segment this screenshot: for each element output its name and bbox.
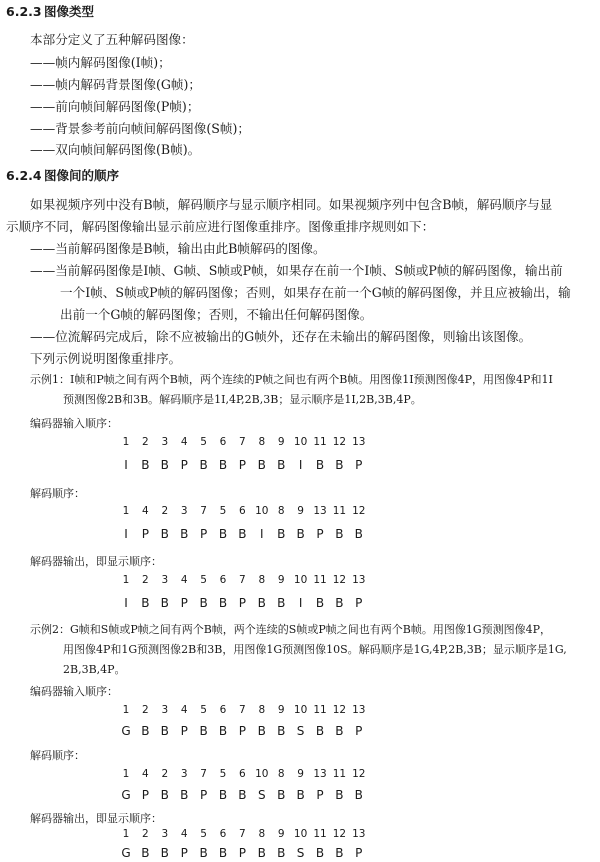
frame-type: B bbox=[277, 788, 286, 802]
frame-type: B bbox=[335, 527, 344, 541]
frame-type: P bbox=[180, 458, 188, 472]
frame-type: B bbox=[199, 458, 208, 472]
frame-type: B bbox=[218, 527, 228, 541]
frame-type: B bbox=[315, 846, 325, 860]
frame-number: 3 bbox=[161, 828, 169, 840]
frame-number: 3 bbox=[180, 505, 188, 517]
frame-number: 5 bbox=[200, 574, 207, 586]
frame-number: 9 bbox=[277, 828, 285, 840]
frame-type: P bbox=[180, 724, 188, 738]
frame-number: 11 bbox=[313, 828, 327, 840]
frame-type: B bbox=[218, 724, 228, 738]
frame-number: 12 bbox=[352, 768, 366, 780]
frame-type: B bbox=[277, 458, 286, 472]
rule-item-continued: 出前一个G帧的解码图像；否则，不输出任何解码图像。 bbox=[60, 307, 373, 322]
frame-number: 3 bbox=[161, 436, 169, 448]
frame-type: B bbox=[315, 596, 325, 610]
frame-type: B bbox=[141, 458, 150, 472]
frame-number: 12 bbox=[332, 828, 347, 840]
frame-number: 7 bbox=[239, 436, 246, 448]
frame-number: 3 bbox=[180, 768, 188, 780]
frame-type: B bbox=[218, 458, 228, 472]
frame-number: 10 bbox=[255, 505, 269, 517]
frame-number: 9 bbox=[277, 436, 285, 448]
frame-type: B bbox=[180, 527, 189, 541]
frame-type: B bbox=[141, 596, 150, 610]
list-item: ——帧内解码背景图像(G帧)； bbox=[30, 77, 202, 92]
frame-type: B bbox=[199, 724, 208, 738]
frame-type: B bbox=[354, 788, 363, 802]
frame-number: 4 bbox=[142, 768, 149, 780]
rule-item: ——当前解码图像是B帧，输出由此B帧解码的图像。 bbox=[30, 241, 326, 256]
section-title: 图像间的顺序 bbox=[44, 168, 120, 183]
frame-number: 4 bbox=[180, 436, 188, 448]
frame-type: B bbox=[160, 724, 169, 738]
frame-type: B bbox=[218, 596, 228, 610]
frame-number: 9 bbox=[297, 505, 304, 517]
frame-type: B bbox=[335, 596, 344, 610]
intro-text: 本部分定义了五种解码图像： bbox=[30, 32, 194, 47]
list-item: ——背景参考前向帧间解码图像(S帧)； bbox=[30, 121, 250, 136]
frame-number: 13 bbox=[352, 828, 366, 840]
frame-number: 4 bbox=[180, 828, 188, 840]
frame-type: P bbox=[355, 724, 363, 738]
frame-number: 1 bbox=[122, 574, 130, 586]
list-item: ——双向帧间解码图像(B帧)。 bbox=[30, 142, 201, 157]
frame-number: 7 bbox=[239, 574, 246, 586]
frame-type: S bbox=[257, 788, 266, 802]
frame-type: B bbox=[315, 458, 325, 472]
frame-number: 7 bbox=[239, 704, 246, 716]
frame-number: 10 bbox=[293, 436, 308, 448]
frame-type: P bbox=[355, 846, 363, 860]
frame-type: B bbox=[257, 596, 266, 610]
frame-type: B bbox=[199, 846, 208, 860]
section-6-2-4-heading bbox=[6, 166, 119, 184]
frame-number: 1 bbox=[122, 436, 130, 448]
frame-number: 2 bbox=[142, 436, 149, 448]
frame-type: P bbox=[355, 458, 363, 472]
frame-number: 12 bbox=[332, 704, 347, 716]
frame-type: B bbox=[180, 788, 189, 802]
frame-type: P bbox=[316, 788, 324, 802]
frame-number: 5 bbox=[219, 505, 227, 517]
frame-type: I bbox=[124, 527, 128, 541]
frame-number: 1 bbox=[122, 704, 130, 716]
frame-type: P bbox=[199, 788, 208, 802]
frame-type: I bbox=[260, 527, 264, 541]
frame-number: 8 bbox=[277, 768, 285, 780]
frame-type: P bbox=[238, 724, 247, 738]
list-item: ——前向帧间解码图像(P帧)； bbox=[30, 99, 200, 114]
frame-number: 10 bbox=[293, 704, 308, 716]
decoder-output-label: 解码器输出，即显示顺序： bbox=[30, 555, 162, 568]
frame-number: 10 bbox=[255, 768, 269, 780]
frame-number: 7 bbox=[239, 828, 246, 840]
frame-number: 11 bbox=[332, 505, 347, 517]
frame-type: B bbox=[238, 527, 247, 541]
example-1-text: 预测图像2B和3B。解码顺序是1I,4P,2B,3B；显示顺序是1I,2B,3B,4P。 bbox=[63, 393, 422, 406]
frame-type: P bbox=[141, 527, 150, 541]
frame-number: 8 bbox=[258, 704, 266, 716]
example-2-text: 用图像4P和1G预测图像2B和3B，用图像1G预测图像10S。解码顺序是1G,4P,2B,3B；显示顺序是1G, bbox=[63, 643, 567, 656]
frame-number: 7 bbox=[200, 505, 207, 517]
frame-number: 11 bbox=[313, 436, 327, 448]
decoder-output-label: 解码器输出，即显示顺序： bbox=[30, 812, 162, 825]
frame-type: P bbox=[238, 846, 247, 860]
frame-type: S bbox=[296, 724, 305, 738]
frame-number: 9 bbox=[277, 704, 285, 716]
section-number: 6.2.4 bbox=[6, 168, 42, 183]
frame-type: S bbox=[296, 846, 305, 860]
rule-item-continued: 一个I帧、S帧或P帧的解码图像；否则，如果存在前一个G帧的解码图像，并且应被输出，输 bbox=[60, 285, 571, 300]
frame-type: B bbox=[160, 846, 169, 860]
frame-number: 12 bbox=[332, 574, 347, 586]
frame-number: 3 bbox=[161, 574, 169, 586]
section-number: 6.2.3 bbox=[6, 4, 42, 19]
frame-number: 8 bbox=[258, 828, 266, 840]
frame-type: B bbox=[257, 458, 266, 472]
frame-type: B bbox=[160, 527, 169, 541]
frame-type: B bbox=[218, 846, 228, 860]
frame-number: 4 bbox=[180, 574, 188, 586]
frame-type: I bbox=[298, 458, 303, 472]
frame-number: 5 bbox=[200, 436, 207, 448]
frame-type: B bbox=[160, 596, 169, 610]
frame-number: 3 bbox=[161, 704, 169, 716]
paragraph-line: 示顺序不同，解码图像输出显示前应进行图像重排序。图像重排序规则如下： bbox=[6, 219, 435, 234]
decode-order-label: 解码顺序： bbox=[30, 749, 85, 762]
frame-type: B bbox=[257, 846, 266, 860]
frame-number: 6 bbox=[219, 574, 227, 586]
frame-number: 12 bbox=[332, 436, 347, 448]
frame-number: 2 bbox=[161, 505, 169, 517]
list-item: ——帧内解码图像(I帧)； bbox=[30, 55, 171, 70]
frame-number: 9 bbox=[277, 574, 285, 586]
section-title: 图像类型 bbox=[44, 4, 95, 19]
frame-type: G bbox=[121, 724, 131, 738]
frame-type: I bbox=[298, 596, 303, 610]
frame-type: B bbox=[141, 724, 150, 738]
frame-type: I bbox=[124, 458, 128, 472]
frame-number: 6 bbox=[219, 828, 227, 840]
frame-type: B bbox=[335, 724, 344, 738]
frame-type: B bbox=[238, 788, 247, 802]
example-intro: 下列示例说明图像重排序。 bbox=[30, 351, 182, 366]
frame-number: 2 bbox=[161, 768, 169, 780]
frame-type: B bbox=[141, 846, 150, 860]
frame-type: B bbox=[296, 527, 305, 541]
frame-type: B bbox=[160, 788, 169, 802]
frame-type: P bbox=[141, 788, 150, 802]
frame-number: 8 bbox=[258, 436, 266, 448]
frame-number: 5 bbox=[200, 704, 207, 716]
frame-type: B bbox=[257, 724, 266, 738]
frame-type: B bbox=[160, 458, 169, 472]
frame-number: 7 bbox=[200, 768, 207, 780]
frame-number: 10 bbox=[293, 574, 308, 586]
frame-type: B bbox=[354, 527, 363, 541]
encoder-input-label: 编码器输入顺序： bbox=[30, 685, 118, 698]
decode-order-label: 解码顺序： bbox=[30, 487, 85, 500]
frame-number: 13 bbox=[352, 704, 366, 716]
frame-number: 13 bbox=[352, 436, 366, 448]
frame-number: 6 bbox=[239, 505, 246, 517]
frame-number: 1 bbox=[122, 505, 130, 517]
frame-type: B bbox=[335, 846, 344, 860]
frame-number: 2 bbox=[142, 574, 149, 586]
frame-number: 6 bbox=[219, 436, 227, 448]
frame-type: B bbox=[199, 596, 208, 610]
frame-type: P bbox=[238, 458, 247, 472]
example-2-text: 2B,3B,4P。 bbox=[63, 663, 126, 676]
frame-number: 10 bbox=[293, 828, 308, 840]
frame-number: 2 bbox=[142, 828, 149, 840]
frame-type: P bbox=[238, 596, 247, 610]
paragraph-line: 如果视频序列中没有B帧，解码顺序与显示顺序相同。如果视频序列中包含B帧，解码顺序与显 bbox=[30, 197, 553, 212]
frame-type: B bbox=[277, 846, 286, 860]
encoder-input-label: 编码器输入顺序： bbox=[30, 417, 118, 430]
frame-type: I bbox=[124, 596, 128, 610]
section-6-2-3-heading bbox=[6, 2, 94, 20]
frame-type: B bbox=[335, 458, 344, 472]
frame-type: B bbox=[296, 788, 305, 802]
frame-number: 11 bbox=[313, 704, 327, 716]
frame-number: 5 bbox=[200, 828, 207, 840]
frame-number: 12 bbox=[352, 505, 366, 517]
frame-number: 5 bbox=[219, 768, 227, 780]
frame-type: P bbox=[180, 846, 188, 860]
frame-number: 4 bbox=[142, 505, 149, 517]
frame-type: B bbox=[335, 788, 344, 802]
frame-number: 13 bbox=[313, 505, 327, 517]
frame-number: 11 bbox=[332, 768, 347, 780]
frame-number: 9 bbox=[297, 768, 304, 780]
frame-number: 8 bbox=[258, 574, 266, 586]
frame-type: G bbox=[121, 846, 131, 860]
frame-number: 6 bbox=[219, 704, 227, 716]
frame-number: 1 bbox=[122, 768, 130, 780]
frame-number: 13 bbox=[352, 574, 366, 586]
frame-number: 6 bbox=[239, 768, 246, 780]
frame-type: G bbox=[121, 788, 131, 802]
example-2-text: 示例2：G帧和S帧或P帧之间有两个B帧，两个连续的S帧或P帧之间也有两个B帧。用图像1G预测图像4P， bbox=[30, 623, 552, 636]
frame-type: P bbox=[355, 596, 363, 610]
frame-number: 1 bbox=[122, 828, 130, 840]
frame-number: 2 bbox=[142, 704, 149, 716]
frame-number: 8 bbox=[277, 505, 285, 517]
frame-type: B bbox=[315, 724, 325, 738]
frame-type: B bbox=[277, 527, 286, 541]
frame-type: B bbox=[277, 596, 286, 610]
frame-number: 11 bbox=[313, 574, 327, 586]
frame-type: B bbox=[277, 724, 286, 738]
example-1-text: 示例1：I帧和P帧之间有两个B帧，两个连续的P帧之间也有两个B帧。用图像1I预测图像4P，用图像4P和1I bbox=[30, 373, 553, 386]
frame-type: B bbox=[218, 788, 228, 802]
frame-type: P bbox=[316, 527, 324, 541]
frame-number: 13 bbox=[313, 768, 327, 780]
frame-type: P bbox=[180, 596, 188, 610]
frame-type: P bbox=[199, 527, 208, 541]
frame-number: 4 bbox=[180, 704, 188, 716]
rule-item: ——位流解码完成后，除不应被输出的G帧外，还存在未输出的解码图像，则输出该图像。 bbox=[30, 329, 532, 344]
rule-item: ——当前解码图像是I帧、G帧、S帧或P帧，如果存在前一个I帧、S帧或P帧的解码图像，输出前 bbox=[30, 263, 563, 278]
